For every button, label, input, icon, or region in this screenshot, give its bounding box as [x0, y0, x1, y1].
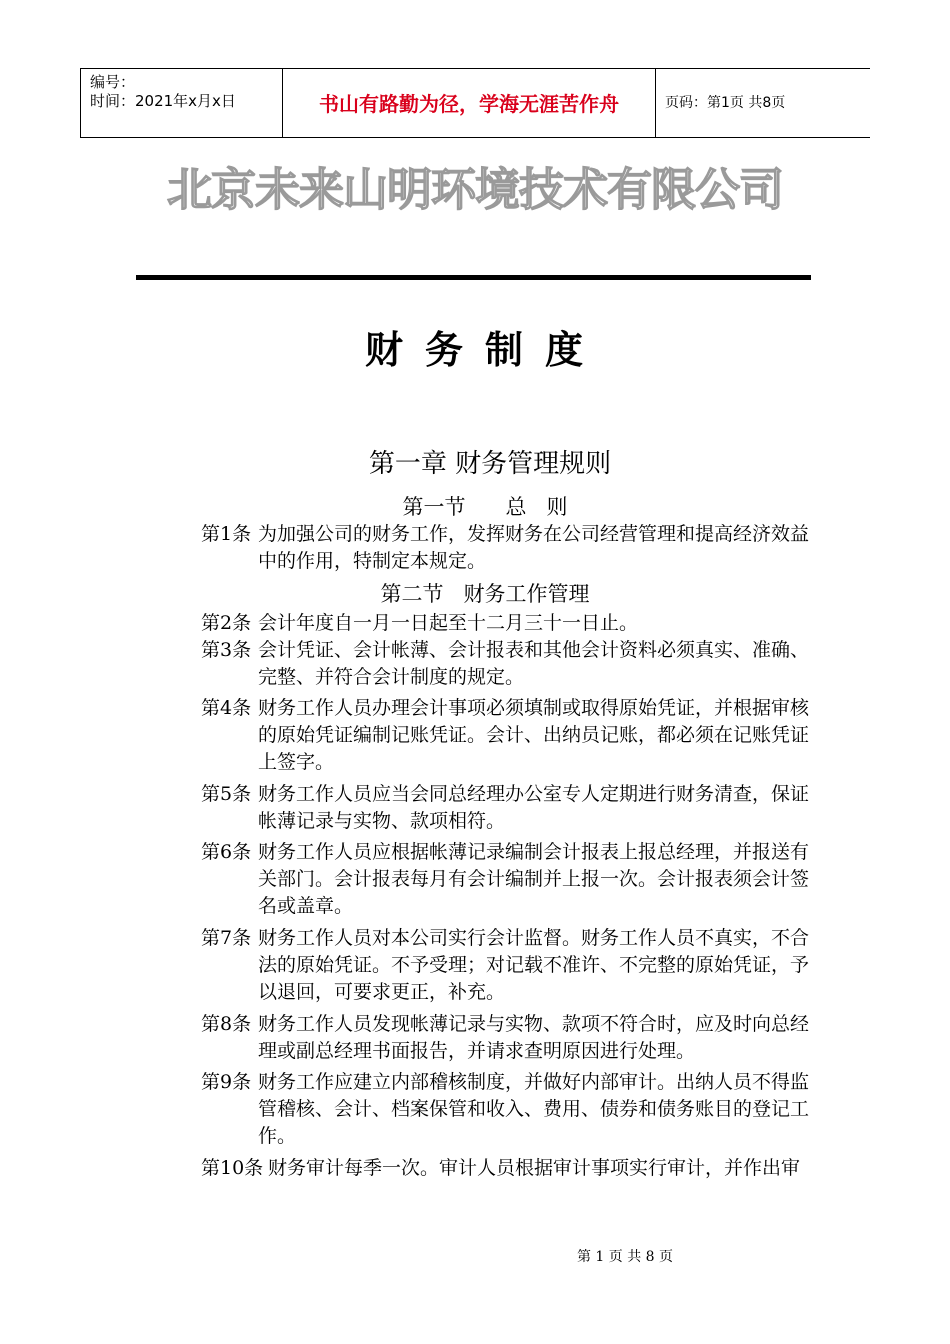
article-text: 财务工作人员对本公司实行会计监督。财务工作人员不真实，不合 法的原始凭证。不予受理；对记载不准许、不完整的原始凭证，予 以退回，可要求更正，补充。: [258, 927, 810, 1003]
article-text: 财务审计每季一次。审计人员根据审计事项实行审计，并作出审: [268, 1157, 801, 1179]
article-label: 第3条: [201, 639, 252, 661]
document-title: 财务制度: [364, 328, 605, 372]
page-info: 页码：第1页 共8页: [665, 95, 786, 111]
page-footer: 第 1 页 共 8 页: [576, 1249, 674, 1265]
title-rule: [136, 275, 811, 280]
article-label: 第9条: [201, 1071, 252, 1093]
article-text: 财务工作人员发现帐薄记录与实物、款项不符合时，应及时向总经 理或副总经理书面报告，并请求查明原因进行处理。: [258, 1013, 810, 1062]
article: [201, 925, 841, 1006]
article: [201, 695, 841, 776]
article-label: 第1条: [201, 523, 252, 545]
article: [201, 521, 841, 575]
article-text: 财务工作人员应根据帐薄记录编制会计报表上报总经理，并报送有 关部门。会计报表每月有会计编制并上报一次。会计报表须会计签 名或盖章。: [258, 841, 810, 917]
article-label: 第10条: [201, 1157, 264, 1179]
article: [201, 1155, 841, 1182]
time-label: 时间：2021年x月x日: [90, 92, 236, 110]
header-motto-cell: [282, 69, 656, 137]
motto: 书山有路勤为径，学海无涯苦作舟: [319, 92, 619, 116]
article-label: 第8条: [201, 1013, 252, 1035]
article-label: 第2条: [201, 612, 252, 634]
number-label: 编号：: [90, 73, 136, 91]
article-label: 第7条: [201, 927, 252, 949]
article: [201, 637, 841, 691]
article-text: 财务工作人员应当会同总经理办公室专人定期进行财务清查，保证 帐薄记录与实物、款项相符。: [258, 783, 810, 832]
chapter-heading: 第一章 财务管理规则: [368, 449, 612, 479]
header-table: [80, 68, 870, 138]
article-text: 财务工作应建立内部稽核制度，并做好内部审计。出纳人员不得监 管稽核、会计、档案保管和收入、费用、债券和债务账目的登记工 作。: [258, 1071, 810, 1147]
article-label: 第6条: [201, 841, 252, 863]
article: [201, 839, 841, 920]
company-name: 北京未来山明环境技术有限公司: [166, 163, 783, 216]
header-page-cell: [655, 69, 870, 137]
article: [201, 1011, 841, 1065]
header-meta-cell: [80, 69, 283, 137]
article-label: 第5条: [201, 783, 252, 805]
article: [201, 1069, 841, 1150]
section-heading: 第二节 财务工作管理: [380, 582, 590, 606]
article: [201, 781, 841, 835]
article-label: 第4条: [201, 697, 252, 719]
section-heading: 第一节 总 则: [402, 495, 568, 519]
article-text: 为加强公司的财务工作，发挥财务在公司经营管理和提高经济效益 中的作用，特制定本规定。: [258, 523, 810, 572]
article: [201, 610, 841, 637]
article-text: 财务工作人员办理会计事项必须填制或取得原始凭证，并根据审核 的原始凭证编制记账凭证。会计、出纳员记账，都必须在记账凭证 上签字。: [258, 697, 810, 773]
article-text: 会计年度自一月一日起至十二月三十一日止。: [258, 612, 639, 634]
article-text: 会计凭证、会计帐薄、会计报表和其他会计资料必须真实、准确、 完整、并符合会计制度的规定。: [258, 639, 810, 688]
